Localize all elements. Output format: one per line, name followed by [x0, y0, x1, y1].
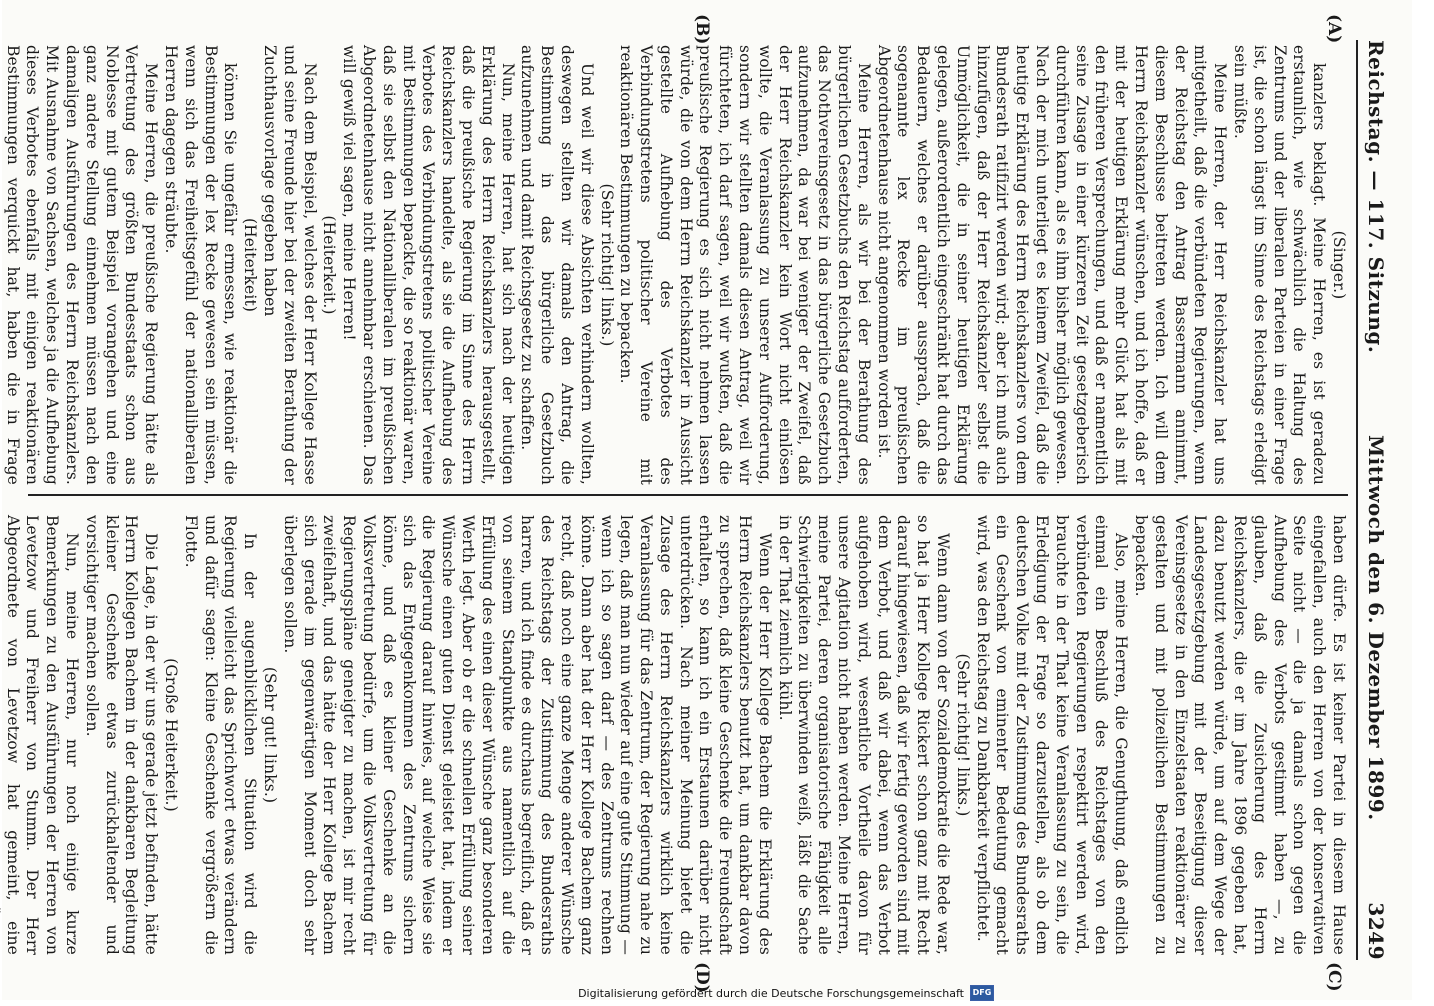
margin-marker-a: (A) [1324, 14, 1344, 44]
column-divider [28, 494, 1348, 496]
header-date: Mittwoch den 6. Dezember 1899. [1364, 435, 1388, 821]
left-column-paragraph: kanzlers beklagt. Meine Herren, es ist geradezu erstaunlich, wie schwächlich die Haltung des Zentrums und der liberalen Parteien in einer Frage ist, die schon längst im Sinne des Reichstags erledigt sein müßte. [1231, 45, 1329, 485]
left-column-paragraph: Nach dem Beispiel, welches der Herr Kollege Hasse und seine Freunde hier bei der zweiten Berathung der Zuchthausvorlage gegeben haben [260, 45, 319, 485]
left-column-paragraph: (Sehr richtig! links.) [597, 183, 616, 347]
left-column-paragraph: Und weil wir diese Absichten verhindern wollten, deswegen stellten wir damals den Antrag, die Bestimmung in das bürgerliche Gesetzbuch aufzunehmen und damit Reichsgesetz zu schaffen. [518, 45, 596, 485]
header-rule [1356, 40, 1358, 960]
right-column-paragraph: Wenn der Herr Kollege Bachem die Erklärung des Herrn Reichskanzlers benutzt hat, um dankbar davon zu sprechen, daß kleine Geschenke die Freundschaft erhalten, so kann ich ein Erstaunen darüber nicht unterdrücken. Nach meiner Meinung bietet die Zusage des Herrn Reichskanzlers wirklich keine Veranlassung für das Zentrum, der Regierung nahe zu legen, daß man nun wieder auf eine gute Stimmung — wenn ich so sagen darf — des Zentrums rechnen könne. Dann aber hat der Herr Kollege Bachem ganz recht, daß noch eine ganze Menge anderer Wünsche des Reichstags der Zustimmung des Bundesraths harren, und ich finde es durchaus begreiflich, daß er von seinem Standpunkte aus namentlich auf die Erfüllung des einen dieser Wünsche ganz besonderen Werth legt. Aber ob er die schnellen Erfüllung seiner Wünsche einen guten Dienst geleistet hat, indem er die Regierung darauf hinwies, auf welche Weise sie sich das Entgegenkommen des Zentrums sichern könne, und daß es kleiner Geschenke an die Volksvertretung bedürfe, um die Volksvertretung für Regierungspläne geneigter zu machen, ist mir recht zweifelhaft, und das hätte der Herr Kollege Bachem sich gerade im gegenwärtigen Moment doch sehr überlegen sollen. [280, 515, 774, 955]
left-column-paragraph: (Singer.) [1330, 230, 1348, 300]
margin-marker-c: (C) [1324, 962, 1344, 992]
footer-credit [0, 980, 1000, 1006]
margin-marker-b: (B) [692, 14, 712, 45]
page-number: 3249 [1364, 902, 1388, 960]
right-column-paragraph: (Große Heiterkeit.) [161, 658, 180, 812]
left-column-paragraph: Meine Herren, der Herr Reichskanzler hat uns mitgetheilt, daß die verbündeten Regierungen, wenn der Reichstag den Antrag Bassermann annimmt, diesem Beschlusse beitreten werden. Ich will dem Herrn Reichskanzler wünschen, und ich hoffe, daß er mit der heutigen Erklärung mehr Glück hat als mit den früheren Versprechungen, und daß er namentlich seine Zusage in einer kürzeren Zeit gesetzgeberisch durchführen kann, als es ihm bisher möglich gewesen. Nach der mich unterliegt es keinem Zweifel, daß die heutige Erklärung des Herrn Reichskanzlers von dem Bundesrath ratifizirt werden wird; aber ich muß auch hinzufügen, daß der Herr Reichskanzler selbst die Unmöglichkeit, die in seiner heutigen Erklärung gelegen, außerordentlich eingeschränkt hat durch das Bedauern, welches er darüber aussprach, daß die sogenannte lex Recke im preußischen Abgeordnetenhause nicht angenommen worden ist. [874, 45, 1230, 485]
right-column-paragraph: Die Lage, in der wir uns gerade jetzt befinden, hätte Herrn Kollegen Bachem in der dankbaren Begleitung kleiner Geschenke etwas zurückhaltender und vorsichtiger machen sollen. [82, 515, 161, 955]
dfg-logo-icon: DFG [970, 985, 994, 1001]
right-column [3, 515, 1348, 955]
left-column-paragraph: Meine Herren, als wir bei der Berathung des bürgerlichen Gesetzbuchs den Reichstag aufforderten, das Nothvereinsgesetz in das bürgerliche Gesetzbuch aufzunehmen, da war bei weniger der Zweifel, daß der Herr Reichskanzler kein Wort nicht einlösen wollte, die Veranlassung zu unserer Aufforderung, sondern wir stellten damals diesen Antrag, weil wir fürchteten, ich darf sagen, weil wir wußten, daß die preußische Regierung es sich nicht nehmen lassen würde, die von dem Herrn Reichskanzler in Aussicht gestellte Aufhebung des Verbotes des Verbindungstretens politischer Vereine mit reaktionären Bestimmungen zu bepacken. [617, 45, 873, 485]
margin-marker-d: (D) [692, 962, 712, 993]
right-column-paragraph: Wenn dann von der Sozialdemokratie die Rede war, so hat ja Herr Kollege Rickert schon ganz mit Recht darauf hingewiesen, daß wir fertig geworden sind mit dem Verbot, und daß wir dabei, wenn das Verbot aufgehoben wird, wesentliche Vortheile davon für unsere Agitation nicht haben werden. Meine Herren, meine Partei, deren organisatorische Fähigkeit alle Schwierigkeiten zu überwinden weiß, läßt die Sache in der That ziemlich kühl. [775, 515, 953, 955]
left-column-paragraph: Meine Herren, die preußische Regierung hätte als Vertretung des größten Bundesstaats schon aus Noblesse mit gutem Beispiel vorangehen und eine ganz andere Stellung einnehmen müssen nach den damaligen Ausführungen des Herrn Reichskanzlers. Mit Ausnahme von Sachsen, welches ja die Aufhebung dieses Verbotes ebenfalls mit einigen reaktionären Bestimmungen verquickt hat, haben die in Frage [3, 45, 161, 485]
right-column-paragraph: In der augenblicklichen Situation wird die Regierung vielleicht das Sprichwort etwas verändern und dafür sagen: Kleine Geschenke vergrößern die Flotte. [181, 515, 260, 955]
right-column-paragraph: haben dürfe. Es ist keiner Partei in diesem Hause eingefallen, auch den Herren von der konservativen Seite nicht — die ja damals schon gegen die Aufhebung des Verbots gestimmt haben —, zu glauben, daß die Zusicherung des Herrn Reichskanzlers, die er im Jahre 1896 gegeben hat, dazu benutzt werden würde, um auf dem Wege der Landesgesetzgebung mit der Beseitigung dieser Vereinsgesetze in den Einzelstaaten reaktionärer zu gestalten und mit polizeilichen Bestimmungen zu bepacken. [1132, 515, 1348, 955]
right-column-paragraph: Nun, meine Herren, nur noch einige kurze Bemerkungen zu den Ausführungen der Herren von Levetzow und Freiherr von Stumm. Der Herr Abgeordnete von Levetzow hat gemeint, eine [3, 515, 81, 955]
page-header [1362, 40, 1390, 960]
scanned-page [2, 0, 1412, 1000]
header-left: Reichstag. — 117. Sitzung. [1364, 40, 1388, 354]
footer-text: Digitalisierung gefördert durch die Deutsche Forschungsgemeinschaft [578, 986, 964, 1000]
left-column [3, 45, 1348, 485]
right-column-paragraph: (Sehr richtig! links.) [953, 653, 972, 817]
right-column-paragraph: Also, meine Herren, die Genugthuung, daß endlich einmal ein Beschluß des Reichstages von den verbündeten Regierungen respektirt werden wird, brauchte in der That keine Veranlassung zu sein, die Erledigung der Frage so darzustellen, als ob dem deutschen Volke mit der Zustimmung des Bundesraths ein Geschenk von eminenter Bedeutung gemacht wird, was den Reichstag zu Dankbarkeit verpflichtet. [973, 515, 1131, 955]
left-column-paragraph: (Heiterkeit) [241, 217, 260, 313]
left-column-paragraph: Nun, meine Herren, hat sich nach der heutigen Erklärung des Herrn Reichskanzlers herausgestellt, daß die preußische Regierung im Sinne des Herrn Reichskanzlers handelte, als sie die Aufhebung des Verbotes des Verbindungstretens politischer Vereine mit Bestimmungen bepackte, die so reaktionär waren, daß sie selbst den Nationalliberalen im preußischen Abgeordnetenhause nicht annehmbar erschienen. Das will gewiß viel sagen, meine Herren! [340, 45, 517, 485]
left-column-paragraph: können Sie ungefähr ermessen, wie reaktionär die Bestimmungen der lex Recke gewesen sein müssen, wenn sich das Freiheitsgefühl der nationalliberalen Herren dagegen sträubte. [161, 45, 240, 485]
left-column-paragraph: (Heiterkeit.) [320, 215, 339, 315]
right-column-paragraph: (Sehr gut! links.) [260, 666, 279, 804]
